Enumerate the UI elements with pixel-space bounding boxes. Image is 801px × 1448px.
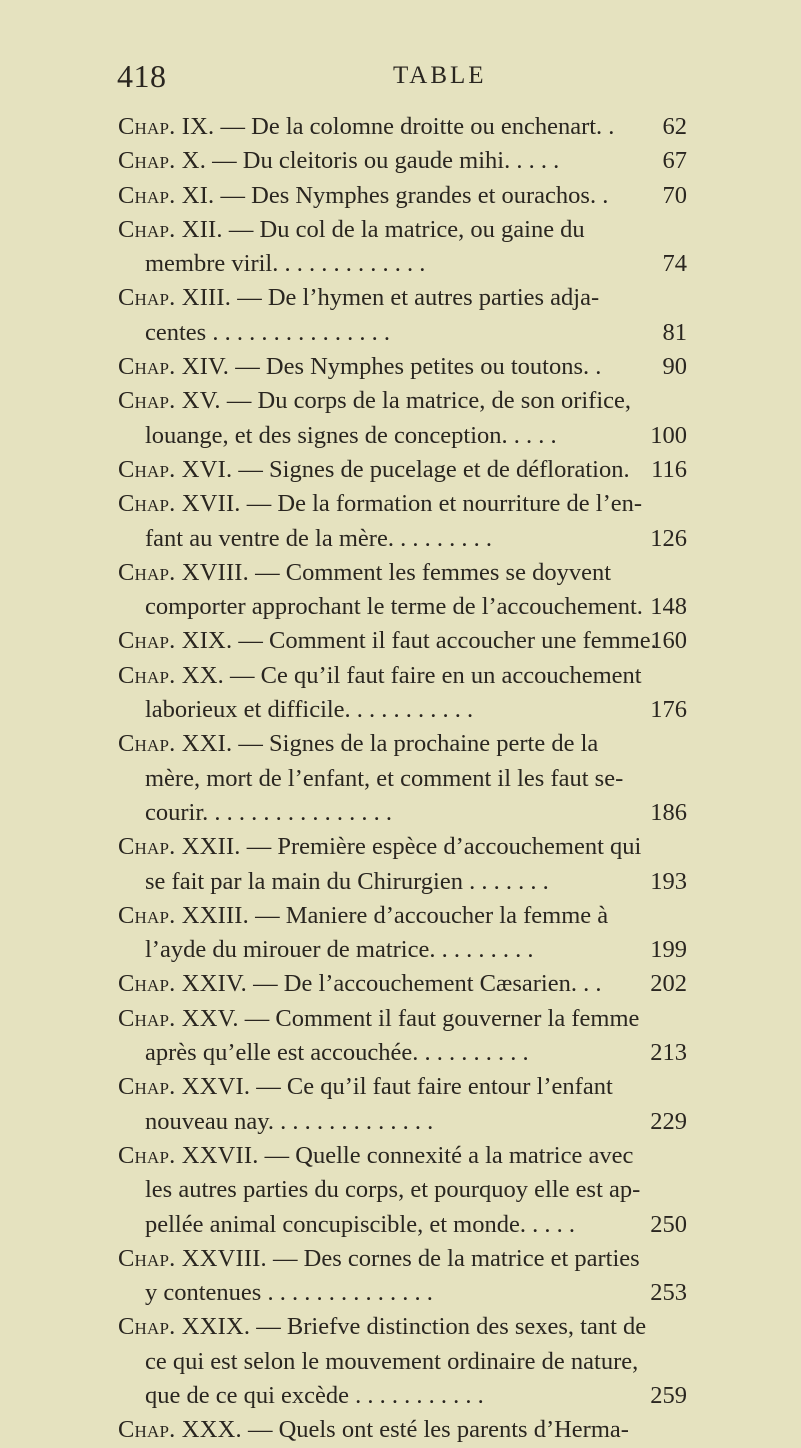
toc-entry-text (118, 1413, 629, 1447)
chapter-title: fant au ventre de la mère. . . . . . . . . (145, 524, 492, 552)
toc-entry-text (118, 830, 641, 864)
toc-line (0, 487, 801, 521)
chapter-label: Chap. XXVI. (118, 1073, 251, 1101)
toc-entry-text (145, 1379, 484, 1413)
chapter-title: après qu’elle est accouchée. . . . . . . . . . (145, 1039, 529, 1067)
toc-line (0, 727, 801, 761)
chapter-title: — De l’accouchement Cæsarien. . . (247, 970, 602, 998)
toc-line (0, 590, 801, 624)
toc-entry-text (145, 316, 390, 350)
page-reference: 74 (662, 250, 687, 278)
toc-entry-text (145, 1173, 640, 1207)
page-reference: 126 (650, 524, 687, 552)
page-reference: 70 (662, 181, 687, 209)
toc-entry-text (118, 281, 599, 315)
toc-line (0, 1413, 801, 1447)
page-reference: 176 (650, 696, 687, 724)
toc-entry-text (118, 1310, 646, 1344)
page-reference: 148 (650, 593, 687, 621)
chapter-label: Chap. XXV. (118, 1004, 239, 1032)
toc-entry-text (118, 967, 601, 1001)
chapter-title: y contenues . . . . . . . . . . . . . . (145, 1279, 433, 1307)
chapter-title: — Des cornes de la matrice et parties (266, 1244, 640, 1272)
chapter-label: Chap. XII. (118, 215, 223, 243)
toc-entry-text (145, 1345, 638, 1379)
chapter-title: — Maniere d’accoucher la femme à (249, 901, 609, 929)
chapter-title: louange, et des signes de conception. . . . . (145, 421, 557, 449)
chapter-label: Chap. XIII. (118, 284, 232, 312)
toc-line (0, 1276, 801, 1310)
chapter-title: — De la formation et nourriture de l’en- (240, 490, 643, 518)
chapter-label: Chap. XXIII. (118, 901, 249, 929)
chapter-label: Chap. XXIV. (118, 970, 248, 998)
toc-entry-text (118, 727, 598, 761)
toc-entry-text (118, 1242, 640, 1276)
toc-entry-text (118, 1139, 633, 1173)
toc-line (0, 865, 801, 899)
chapter-title: que de ce qui excède . . . . . . . . . . . (145, 1381, 484, 1409)
toc-line (0, 247, 801, 281)
chapter-title: — De la colomne droitte ou enchenart. . (214, 113, 615, 140)
toc-entry-text (145, 865, 549, 899)
chapter-title: comporter approchant le terme de l’accouchement. (145, 593, 643, 621)
toc-entry-text (145, 1105, 433, 1139)
chapter-title: — Des Nymphes petites ou toutons. . (229, 353, 602, 381)
toc-entry-text (118, 1070, 613, 1104)
chapter-title: — Ce qu’il faut faire en un accouchement (223, 661, 642, 689)
chapter-label: Chap. XI. (118, 181, 215, 209)
toc-line (0, 762, 801, 796)
chapter-label: Chap. XXII. (118, 833, 241, 861)
chapter-title: laborieux et difficile. . . . . . . . . . . (145, 696, 474, 724)
toc-entry-text (145, 933, 533, 967)
toc-entry-text (118, 899, 608, 933)
chapter-title: — Comment il faut accoucher une femme. (232, 627, 657, 655)
toc-entry-text (118, 144, 559, 178)
chapter-title: — Première espèce d’accouchement qui (240, 833, 642, 861)
toc-entry-text (145, 762, 623, 796)
chapter-title: — Du col de la matrice, ou gaine du (222, 215, 585, 243)
toc-entry-text (118, 213, 585, 247)
page-reference: 62 (662, 113, 687, 140)
chapter-title: — Du cleitoris ou gaude mihi. . . . . (206, 147, 560, 175)
chapter-title: — Comment les femmes se doyvent (249, 558, 611, 586)
chapter-title: nouveau nay. . . . . . . . . . . . . . (145, 1107, 434, 1135)
page-reference: 250 (650, 1210, 687, 1238)
chapter-label: Chap. XV. (118, 387, 221, 415)
toc-entry-text (145, 590, 643, 624)
chapter-label: Chap. XXVII. (118, 1141, 259, 1169)
toc-entry-text (118, 624, 657, 658)
toc-entry-text (118, 350, 601, 384)
toc-entry-text (118, 487, 642, 521)
chapter-label: Chap. XX. (118, 661, 224, 689)
table-of-contents (0, 110, 801, 1448)
toc-line (0, 933, 801, 967)
toc-entry-text (118, 556, 611, 590)
page-reference: 199 (650, 936, 687, 964)
chapter-label: Chap. XXI. (118, 730, 233, 758)
toc-line (0, 110, 801, 144)
chapter-label: Chap. XIV. (118, 353, 230, 381)
chapter-title: membre viril. . . . . . . . . . . . . (145, 250, 426, 278)
chapter-title: — Signes de la prochaine perte de la (232, 730, 599, 758)
toc-line (0, 1002, 801, 1036)
chapter-title: les autres parties du corps, et pourquoy elle est ap- (145, 1176, 641, 1204)
toc-line (0, 522, 801, 556)
chapter-title: centes . . . . . . . . . . . . . . . (145, 318, 390, 346)
toc-entry-text (145, 1208, 575, 1242)
toc-line (0, 1173, 801, 1207)
toc-line (0, 659, 801, 693)
toc-entry-text (118, 384, 631, 418)
toc-entry-text (118, 1002, 639, 1036)
chapter-title: — Du corps de la matrice, de son orifice, (220, 387, 631, 415)
toc-line (0, 1208, 801, 1242)
chapter-title: — Quelle connexité a la matrice avec (258, 1141, 634, 1169)
toc-line (0, 179, 801, 213)
chapter-title: — De l’hymen et autres parties adja- (231, 284, 600, 312)
toc-line (0, 1139, 801, 1173)
toc-line (0, 144, 801, 178)
toc-line (0, 693, 801, 727)
chapter-title: — Quels ont esté les parents d’Herma- (241, 1416, 629, 1444)
toc-line (0, 1310, 801, 1344)
toc-line (0, 1070, 801, 1104)
page-reference: 259 (650, 1381, 687, 1409)
toc-line (0, 384, 801, 418)
chapter-title: se fait par la main du Chirurgien . . . . . . . (145, 867, 549, 895)
toc-line (0, 1379, 801, 1413)
page-reference: 90 (662, 353, 687, 381)
chapter-label: Chap. XXIX. (118, 1313, 251, 1341)
toc-entry-text (145, 1276, 433, 1310)
page-header (0, 56, 801, 96)
toc-line (0, 830, 801, 864)
page-reference: 100 (650, 421, 687, 449)
toc-entry-text (145, 247, 425, 281)
chapter-title: — Briefve distinction des sexes, tant de (250, 1313, 647, 1341)
toc-entry-text (145, 796, 392, 830)
toc-line (0, 281, 801, 315)
toc-line (0, 419, 801, 453)
chapter-label: Chap. XXVIII. (118, 1244, 267, 1272)
toc-line (0, 1345, 801, 1379)
page-number: 418 (117, 58, 167, 94)
chapter-title: — Comment il faut gouverner la femme (238, 1004, 640, 1032)
page-reference: 160 (650, 627, 687, 655)
toc-entry-text (118, 453, 630, 487)
toc-entry-text (145, 419, 557, 453)
toc-entry-text (118, 179, 608, 213)
toc-line (0, 453, 801, 487)
page-reference: 186 (650, 798, 687, 826)
toc-line (0, 316, 801, 350)
toc-entry-text (145, 522, 492, 556)
page-reference: 253 (650, 1279, 687, 1307)
chapter-title: ce qui est selon le mouvement ordinaire de nature, (145, 1347, 639, 1375)
chapter-title: pellée animal concupiscible, et monde. . . . . (145, 1210, 575, 1238)
toc-entry-text (118, 110, 614, 144)
page-reference: 213 (650, 1039, 687, 1067)
chapter-label: Chap. XVIII. (118, 558, 249, 586)
toc-entry-text (145, 693, 473, 727)
toc-line (0, 213, 801, 247)
chapter-label: Chap. X. (118, 147, 207, 175)
page-reference: 202 (650, 970, 687, 998)
page-reference: 116 (651, 455, 687, 483)
toc-line (0, 624, 801, 658)
page-reference: 81 (662, 318, 687, 346)
toc-line (0, 796, 801, 830)
chapter-title: — Des Nymphes grandes et ourachos. . (214, 181, 609, 209)
toc-entry-text (145, 1036, 529, 1070)
chapter-title: mère, mort de l’enfant, et comment il les faut se- (145, 764, 624, 792)
toc-line (0, 556, 801, 590)
page-reference: 67 (662, 147, 687, 175)
page-reference: 193 (650, 867, 687, 895)
toc-line (0, 899, 801, 933)
chapter-label: Chap. IX. (118, 113, 215, 140)
toc-entry-text (118, 659, 642, 693)
chapter-label: Chap. XXX. (118, 1416, 242, 1444)
toc-line (0, 1036, 801, 1070)
chapter-label: Chap. XIX. (118, 627, 233, 655)
chapter-title: l’ayde du mirouer de matrice. . . . . . . . . (145, 936, 534, 964)
running-title: TABLE (393, 62, 487, 89)
chapter-title: — Signes de pucelage et de défloration. (232, 455, 630, 483)
page-reference: 229 (650, 1107, 687, 1135)
chapter-title: courir. . . . . . . . . . . . . . . . (145, 798, 393, 826)
toc-line (0, 967, 801, 1001)
chapter-label: Chap. XVI. (118, 455, 233, 483)
toc-line (0, 350, 801, 384)
toc-line (0, 1242, 801, 1276)
chapter-title: — Ce qu’il faut faire entour l’enfant (250, 1073, 613, 1101)
toc-line (0, 1105, 801, 1139)
chapter-label: Chap. XVII. (118, 490, 241, 518)
